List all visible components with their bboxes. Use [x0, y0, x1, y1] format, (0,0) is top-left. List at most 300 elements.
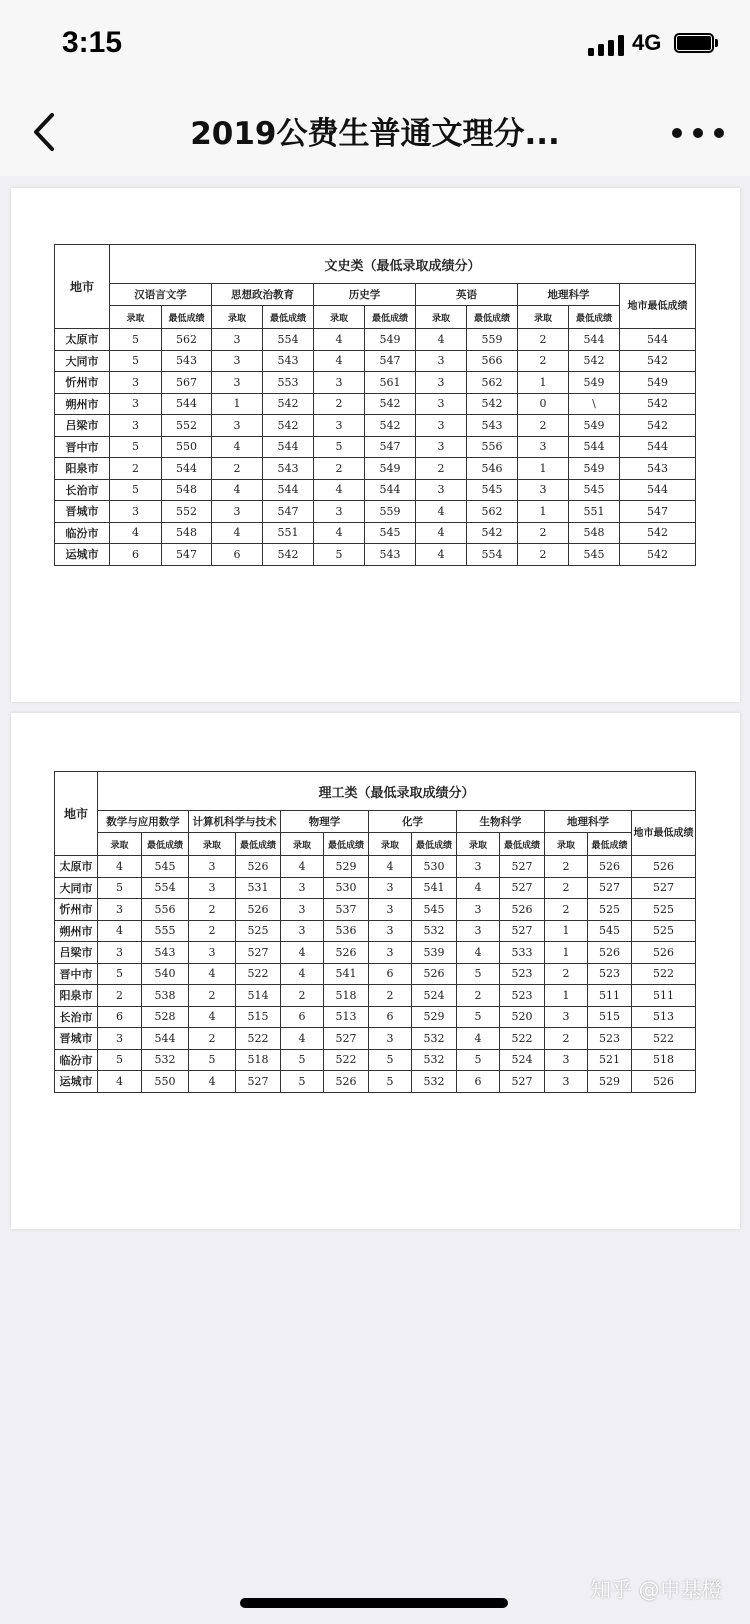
admitted-count: 1: [518, 372, 569, 394]
admitted-count: 3: [281, 877, 324, 899]
admitted-count: 4: [189, 1071, 236, 1093]
min-score: 551: [263, 522, 314, 544]
min-score: 526: [236, 856, 281, 878]
admitted-count: 4: [189, 963, 236, 985]
min-score-header: 最低成绩: [588, 833, 632, 856]
min-score: 530: [412, 856, 457, 878]
city-name: 朔州市: [55, 920, 98, 942]
city-min-score: 511: [632, 985, 696, 1007]
table-row: [55, 458, 696, 480]
table-row: [55, 1049, 696, 1071]
table-row: [55, 985, 696, 1007]
min-score: 522: [236, 1028, 281, 1050]
table-row: [55, 372, 696, 394]
admitted-count: 2: [518, 329, 569, 351]
admitted-count: 3: [416, 372, 467, 394]
min-score: 545: [467, 479, 518, 501]
min-score-header: 最低成绩: [263, 306, 314, 329]
min-score: 540: [142, 963, 189, 985]
min-score: 525: [588, 899, 632, 921]
min-score: 531: [236, 877, 281, 899]
table-row: [55, 1028, 696, 1050]
table-row: [55, 1006, 696, 1028]
min-score: 548: [162, 522, 212, 544]
min-score: 549: [365, 458, 416, 480]
city-name: 临汾市: [55, 522, 110, 544]
admitted-count: 3: [110, 415, 162, 437]
min-score: 544: [162, 393, 212, 415]
min-score: 520: [500, 1006, 545, 1028]
table-row: [55, 350, 696, 372]
min-score: 542: [365, 393, 416, 415]
admitted-count: 3: [416, 415, 467, 437]
min-score: 554: [467, 544, 518, 566]
min-score: 567: [162, 372, 212, 394]
admitted-count: 4: [281, 1028, 324, 1050]
table-row: [55, 1071, 696, 1093]
min-score: 542: [263, 544, 314, 566]
min-score: 523: [588, 1028, 632, 1050]
min-score: \: [569, 393, 620, 415]
min-score: 515: [588, 1006, 632, 1028]
admitted-count: 3: [212, 329, 263, 351]
back-button[interactable]: [20, 102, 80, 162]
min-score-header: 最低成绩: [162, 306, 212, 329]
min-score: 537: [324, 899, 369, 921]
liberal-arts-score-table: [54, 244, 696, 566]
admitted-count: 3: [518, 436, 569, 458]
city-min-score: 526: [632, 1071, 696, 1093]
city-name: 吕梁市: [55, 942, 98, 964]
min-score: 529: [588, 1071, 632, 1093]
admitted-count: 2: [545, 899, 588, 921]
min-score: 527: [500, 920, 545, 942]
min-score: 549: [569, 372, 620, 394]
min-score-header: 最低成绩: [236, 833, 281, 856]
min-score: 539: [412, 942, 457, 964]
min-score: 549: [569, 415, 620, 437]
admitted-count: 5: [457, 1006, 500, 1028]
city-name: 阳泉市: [55, 458, 110, 480]
admitted-count: 2: [518, 415, 569, 437]
admitted-count: 5: [98, 963, 142, 985]
admitted-count: 3: [545, 1006, 588, 1028]
min-score-header: 最低成绩: [365, 306, 416, 329]
admitted-count: 4: [98, 1071, 142, 1093]
admitted-count: 5: [110, 329, 162, 351]
admitted-count: 4: [416, 501, 467, 523]
admitted-count: 3: [369, 942, 412, 964]
admitted-count: 3: [314, 372, 365, 394]
city-min-score: 522: [632, 1028, 696, 1050]
min-score: 547: [365, 436, 416, 458]
min-score: 527: [500, 1071, 545, 1093]
min-score: 554: [263, 329, 314, 351]
city-min-header: 地市最低成绩: [620, 284, 696, 329]
city-min-score: 518: [632, 1049, 696, 1071]
table-row: [55, 393, 696, 415]
table-row: [55, 544, 696, 566]
min-score: 527: [500, 856, 545, 878]
admitted-count-header: 录取: [189, 833, 236, 856]
min-score: 532: [412, 1071, 457, 1093]
city-name: 阳泉市: [55, 985, 98, 1007]
document-page-2: [11, 713, 740, 1229]
min-score: 529: [324, 856, 369, 878]
min-score: 542: [263, 393, 314, 415]
admitted-count: 2: [281, 985, 324, 1007]
major-header: 地理科学: [518, 284, 620, 306]
min-score: 526: [324, 1071, 369, 1093]
min-score: 533: [500, 942, 545, 964]
admitted-count: 3: [545, 1049, 588, 1071]
signal-strength-icon: [588, 34, 626, 56]
admitted-count: 4: [457, 877, 500, 899]
table-title: 文史类（最低录取成绩分）: [110, 245, 696, 284]
city-min-score: 549: [620, 372, 696, 394]
admitted-count: 4: [457, 1028, 500, 1050]
city-name: 大同市: [55, 877, 98, 899]
min-score-header: 最低成绩: [142, 833, 189, 856]
admitted-count: 2: [314, 458, 365, 480]
min-score: 529: [412, 1006, 457, 1028]
home-indicator[interactable]: [240, 1598, 508, 1608]
min-score-header: 最低成绩: [467, 306, 518, 329]
admitted-count-header: 录取: [457, 833, 500, 856]
min-score: 544: [365, 479, 416, 501]
min-score-header: 最低成绩: [324, 833, 369, 856]
city-min-score: 542: [620, 415, 696, 437]
admitted-count: 3: [110, 501, 162, 523]
min-score: 521: [588, 1049, 632, 1071]
admitted-count: 3: [98, 1028, 142, 1050]
city-name: 忻州市: [55, 372, 110, 394]
min-score: 561: [365, 372, 416, 394]
table-row: [55, 920, 696, 942]
admitted-count-header: 录取: [518, 306, 569, 329]
admitted-count: 4: [416, 544, 467, 566]
admitted-count: 2: [457, 985, 500, 1007]
admitted-count: 1: [518, 501, 569, 523]
min-score: 554: [142, 877, 189, 899]
admitted-count: 5: [110, 479, 162, 501]
min-score: 536: [324, 920, 369, 942]
admitted-count-header: 录取: [545, 833, 588, 856]
admitted-count-header: 录取: [212, 306, 263, 329]
table-row: [55, 415, 696, 437]
major-header: 数学与应用数学: [98, 811, 189, 833]
min-score: 518: [236, 1049, 281, 1071]
min-score: 523: [500, 985, 545, 1007]
major-header: 计算机科学与技术: [189, 811, 281, 833]
min-score: 545: [365, 522, 416, 544]
city-name: 晋中市: [55, 436, 110, 458]
city-min-score: 526: [632, 856, 696, 878]
admitted-count: 3: [314, 415, 365, 437]
admitted-count: 2: [369, 985, 412, 1007]
min-score: 544: [263, 436, 314, 458]
city-name: 晋城市: [55, 1028, 98, 1050]
admitted-count: 3: [457, 899, 500, 921]
city-min-score: 542: [620, 350, 696, 372]
min-score: 562: [467, 501, 518, 523]
admitted-count: 2: [545, 877, 588, 899]
table-row: [55, 501, 696, 523]
min-score: 553: [263, 372, 314, 394]
status-bar: [0, 0, 750, 88]
admitted-count: 4: [457, 942, 500, 964]
min-score: 526: [500, 899, 545, 921]
min-score: 532: [412, 1028, 457, 1050]
min-score: 527: [588, 877, 632, 899]
min-score: 538: [142, 985, 189, 1007]
admitted-count: 3: [98, 942, 142, 964]
min-score: 526: [588, 942, 632, 964]
min-score: 548: [569, 522, 620, 544]
table-title: 理工类（最低录取成绩分）: [98, 772, 696, 811]
admitted-count: 3: [212, 415, 263, 437]
admitted-count: 3: [110, 372, 162, 394]
admitted-count: 4: [314, 479, 365, 501]
min-score: 559: [365, 501, 416, 523]
admitted-count: 3: [416, 479, 467, 501]
min-score: 527: [236, 1071, 281, 1093]
admitted-count: 1: [545, 920, 588, 942]
city-header: 地市: [55, 245, 110, 329]
min-score: 543: [162, 350, 212, 372]
admitted-count: 2: [314, 393, 365, 415]
admitted-count: 6: [369, 963, 412, 985]
admitted-count: 1: [545, 942, 588, 964]
admitted-count: 4: [314, 350, 365, 372]
admitted-count: 3: [189, 942, 236, 964]
more-options-button[interactable]: [672, 114, 726, 150]
min-score: 543: [263, 458, 314, 480]
admitted-count: 3: [281, 920, 324, 942]
admitted-count: 3: [416, 393, 467, 415]
city-min-score: 544: [620, 479, 696, 501]
admitted-count: 0: [518, 393, 569, 415]
major-header: 物理学: [281, 811, 369, 833]
admitted-count-header: 录取: [110, 306, 162, 329]
admitted-count: 3: [189, 856, 236, 878]
min-score: 544: [162, 458, 212, 480]
city-min-score: 522: [632, 963, 696, 985]
city-name: 长治市: [55, 479, 110, 501]
major-header: 生物科学: [457, 811, 545, 833]
watermark: 知乎 @申基橙: [590, 1578, 723, 1602]
admitted-count: 3: [212, 501, 263, 523]
city-min-score: 527: [632, 877, 696, 899]
admitted-count: 4: [369, 856, 412, 878]
min-score: 566: [467, 350, 518, 372]
major-header: 英语: [416, 284, 518, 306]
admitted-count: 6: [281, 1006, 324, 1028]
admitted-count: 5: [281, 1049, 324, 1071]
admitted-count: 6: [457, 1071, 500, 1093]
admitted-count: 3: [369, 920, 412, 942]
min-score: 555: [142, 920, 189, 942]
admitted-count: 5: [457, 963, 500, 985]
city-name: 晋城市: [55, 501, 110, 523]
battery-icon: [674, 33, 720, 55]
min-score: 549: [569, 458, 620, 480]
table-row: [55, 899, 696, 921]
city-name: 大同市: [55, 350, 110, 372]
min-score: 545: [412, 899, 457, 921]
more-dots-icon: [672, 128, 682, 138]
admitted-count: 5: [98, 1049, 142, 1071]
admitted-count: 2: [110, 458, 162, 480]
min-score: 527: [500, 877, 545, 899]
city-min-score: 544: [620, 329, 696, 351]
admitted-count: 5: [110, 350, 162, 372]
admitted-count-header: 录取: [281, 833, 324, 856]
min-score: 550: [162, 436, 212, 458]
admitted-count: 4: [212, 479, 263, 501]
admitted-count: 2: [545, 1028, 588, 1050]
min-score: 562: [467, 372, 518, 394]
admitted-count: 5: [281, 1071, 324, 1093]
min-score: 527: [324, 1028, 369, 1050]
admitted-count-header: 录取: [98, 833, 142, 856]
admitted-count: 6: [98, 1006, 142, 1028]
admitted-count: 2: [189, 920, 236, 942]
min-score: 546: [467, 458, 518, 480]
min-score: 532: [412, 1049, 457, 1071]
min-score: 525: [236, 920, 281, 942]
min-score: 526: [588, 856, 632, 878]
min-score: 542: [467, 522, 518, 544]
min-score: 522: [236, 963, 281, 985]
admitted-count: 4: [212, 436, 263, 458]
city-min-score: 542: [620, 544, 696, 566]
city-min-score: 526: [632, 942, 696, 964]
min-score: 547: [162, 544, 212, 566]
city-min-score: 544: [620, 436, 696, 458]
min-score: 524: [412, 985, 457, 1007]
min-score: 543: [263, 350, 314, 372]
admitted-count: 3: [110, 393, 162, 415]
min-score: 532: [412, 920, 457, 942]
admitted-count: 5: [314, 544, 365, 566]
table-row: [55, 856, 696, 878]
navigation-bar: [0, 88, 750, 176]
admitted-count: 3: [545, 1071, 588, 1093]
min-score: 542: [569, 350, 620, 372]
min-score: 547: [365, 350, 416, 372]
table-row: [55, 942, 696, 964]
chevron-left-icon: [20, 102, 80, 162]
min-score: 562: [162, 329, 212, 351]
table-row: [55, 329, 696, 351]
city-name: 临汾市: [55, 1049, 98, 1071]
admitted-count: 3: [98, 899, 142, 921]
admitted-count: 3: [212, 350, 263, 372]
admitted-count: 3: [416, 436, 467, 458]
admitted-count: 5: [98, 877, 142, 899]
admitted-count: 2: [189, 899, 236, 921]
min-score: 511: [588, 985, 632, 1007]
city-min-score: 542: [620, 393, 696, 415]
min-score: 556: [467, 436, 518, 458]
major-header: 历史学: [314, 284, 416, 306]
min-score: 545: [569, 544, 620, 566]
city-min-header: 地市最低成绩: [632, 811, 696, 856]
table-row: [55, 963, 696, 985]
admitted-count: 3: [212, 372, 263, 394]
admitted-count: 5: [110, 436, 162, 458]
admitted-count-header: 录取: [416, 306, 467, 329]
min-score: 526: [412, 963, 457, 985]
min-score: 547: [263, 501, 314, 523]
admitted-count: 4: [314, 329, 365, 351]
min-score: 544: [263, 479, 314, 501]
admitted-count: 4: [416, 329, 467, 351]
science-score-table: [54, 771, 696, 1093]
min-score: 543: [467, 415, 518, 437]
min-score: 550: [142, 1071, 189, 1093]
admitted-count: 3: [369, 1028, 412, 1050]
admitted-count: 2: [518, 544, 569, 566]
min-score: 542: [263, 415, 314, 437]
min-score: 559: [467, 329, 518, 351]
admitted-count-header: 录取: [369, 833, 412, 856]
admitted-count: 2: [416, 458, 467, 480]
min-score: 526: [236, 899, 281, 921]
admitted-count: 3: [518, 479, 569, 501]
city-min-score: 542: [620, 522, 696, 544]
min-score: 530: [324, 877, 369, 899]
admitted-count: 1: [518, 458, 569, 480]
table-row: [55, 479, 696, 501]
city-name: 运城市: [55, 1071, 98, 1093]
admitted-count: 4: [110, 522, 162, 544]
min-score: 544: [569, 436, 620, 458]
admitted-count: 3: [281, 899, 324, 921]
admitted-count: 2: [518, 350, 569, 372]
min-score: 551: [569, 501, 620, 523]
major-header: 化学: [369, 811, 457, 833]
min-score-header: 最低成绩: [569, 306, 620, 329]
admitted-count: 2: [518, 522, 569, 544]
network-type: 4G: [632, 30, 662, 55]
min-score: 528: [142, 1006, 189, 1028]
major-header: 地理科学: [545, 811, 632, 833]
city-min-score: 513: [632, 1006, 696, 1028]
admitted-count: 1: [545, 985, 588, 1007]
admitted-count: 6: [110, 544, 162, 566]
admitted-count: 5: [457, 1049, 500, 1071]
table-row: [55, 522, 696, 544]
min-score: 515: [236, 1006, 281, 1028]
city-name: 运城市: [55, 544, 110, 566]
admitted-count: 3: [369, 899, 412, 921]
min-score: 556: [142, 899, 189, 921]
city-name: 长治市: [55, 1006, 98, 1028]
min-score: 541: [412, 877, 457, 899]
min-score: 514: [236, 985, 281, 1007]
min-score: 524: [500, 1049, 545, 1071]
admitted-count-header: 录取: [314, 306, 365, 329]
admitted-count: 2: [212, 458, 263, 480]
min-score: 543: [142, 942, 189, 964]
admitted-count: 3: [457, 856, 500, 878]
admitted-count: 6: [369, 1006, 412, 1028]
min-score: 552: [162, 415, 212, 437]
status-time: 3:15: [62, 26, 123, 59]
city-name: 忻州市: [55, 899, 98, 921]
